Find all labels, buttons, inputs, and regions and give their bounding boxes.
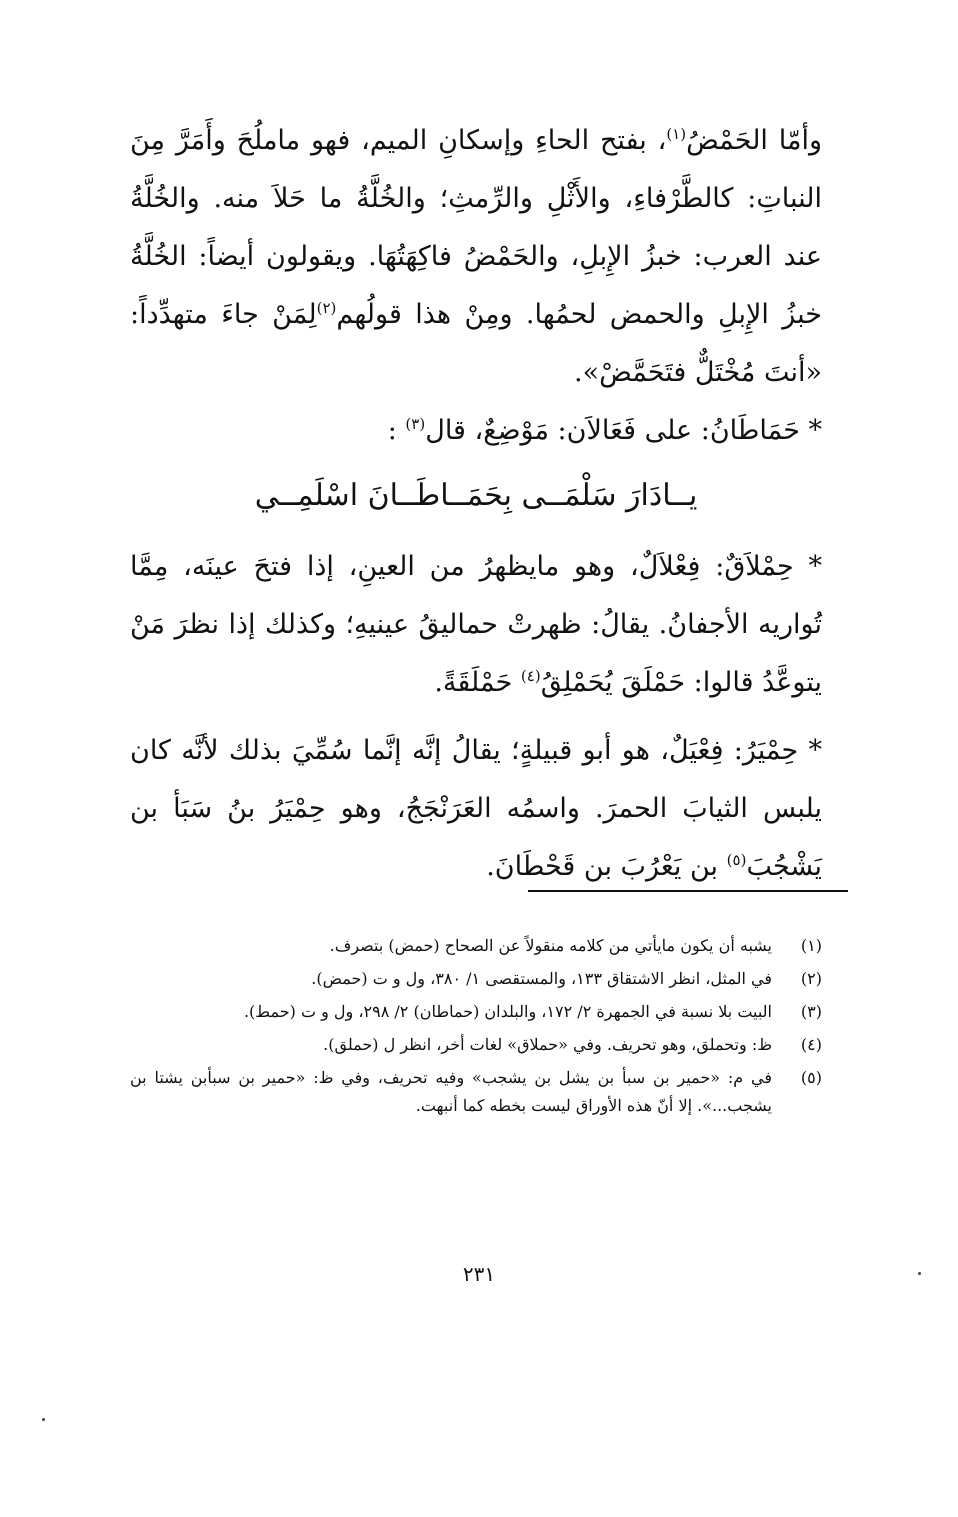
- footnote-ref-5: (٥): [726, 851, 747, 869]
- footnote-text: في م: «حمير بن سبأ بن يشل بن يشجب» وفيه تحريف، وفي ظ: «حمير بن سبأبن يشتا بن يشجب...». إلا أنّ هذه الأوراق ليست بخطه كما أنبهت.: [130, 1068, 772, 1115]
- entry-himlaq: [130, 538, 822, 712]
- text-run: بن يَعْرُبَ بن قَحْطَانَ.: [486, 851, 719, 882]
- footnote-4: [130, 1031, 822, 1059]
- text-run: حَمْلَقَةً.: [434, 667, 513, 698]
- footnote-divider: [528, 890, 848, 892]
- entry-himyar: [130, 722, 822, 896]
- paragraph-hamd: [130, 112, 822, 402]
- entry-hamatan: [130, 402, 822, 460]
- footnote-2: [130, 965, 822, 993]
- footnote-ref-1: (١): [666, 125, 687, 143]
- footnote-text: يشبه أن يكون مايأتي من كلامه منقولاً عن الصحاح (حمض) بتصرف.: [329, 936, 772, 955]
- footnote-number: (٣): [800, 1002, 822, 1021]
- text-run: وأمّا الحَمْضُ: [686, 125, 823, 156]
- text-run: :: [387, 415, 397, 446]
- footnote-number: (٢): [800, 969, 822, 988]
- footnote-number: (١): [800, 936, 822, 955]
- text-run: * حَمَاطَانُ: على فَعَالاَن: مَوْضِعٌ، قال: [425, 415, 822, 446]
- footnote-number: (٥): [800, 1068, 822, 1087]
- scan-speck: [918, 1272, 921, 1275]
- text-run: ، بفتح الحاءِ وإسكانِ الميم، فهو ماملُحَ وأَمَرَّ مِنَ النباتِ: كالطَّرْفاءِ، والأَثْلِ والرِّمثِ؛ والخُلَّةُ ما حَلاَ منه. والخُلَّةُ عند العرب: خبزُ الإِبلِ، والحَمْضُ فاكِهَتُهَا. ويقولون أيضاً: الخُلَّةُ خبزُ الإِبلِ والحمض لحمُها. ومِنْ هذا قولُهم: [130, 125, 822, 330]
- text-run: * حِمْلاَقٌ: فِعْلاَلٌ، وهو مايظهرُ من العينِ، إذا فتحَ عينَه، مِمَّا تُواريه الأجفانُ. يقالُ: ظهرتْ حماليقُ عينيهِ؛ وكذلك إذا نظرَ مَنْ يتوعَّدُ قالوا: حَمْلَقَ يُحَمْلِقُ: [130, 551, 822, 698]
- text-run: لِمَنْ جاءَ متهدِّداً: «أنتَ مُخْتَلٌّ فتَحَمَّضْ».: [130, 299, 822, 388]
- footnote-number: (٤): [800, 1035, 822, 1054]
- footnote-1: [130, 932, 822, 960]
- page-number: ٢٣١: [462, 1262, 496, 1286]
- scan-speck: [42, 1418, 45, 1421]
- footnote-ref-4: (٤): [520, 667, 541, 685]
- footnote-text: ظ: وتحملق، وهو تحريف. وفي «حملاق» لغات أخر، انظر ل (حملق).: [323, 1035, 772, 1054]
- poetry-verse: يــادَارَ سَلْمَــى بِحَمَــاطَــانَ اسْلَمِــي: [254, 478, 698, 513]
- main-text: [130, 112, 822, 896]
- footnote-ref-3: (٣): [405, 415, 426, 433]
- footnote-5: [130, 1064, 822, 1120]
- text-run: * حِمْيَرُ: فِعْيَلٌ، هو أبو قبيلةٍ؛ يقالُ إنَّه إنَّما سُمِّيَ بذلك لأنَّه كان يلبس الثيابَ الحمرَ. واسمُه العَرَنْجَجُ، وهو حِمْيَرُ بنُ سَبَأ بن يَشْجُبَ: [130, 735, 822, 882]
- footnote-3: [130, 998, 822, 1026]
- footnotes: [130, 932, 822, 1125]
- footnote-ref-2: (٢): [316, 299, 337, 317]
- footnote-text: في المثل، انظر الاشتقاق ١٣٣، والمستقصى ١/ ٣٨٠، ول و ت (حمض).: [311, 969, 772, 988]
- footnote-text: البيت بلا نسبة في الجمهرة ٢/ ١٧٢، والبلدان (حماطان) ٢/ ٢٩٨، ول و ت (حمط).: [243, 1002, 772, 1021]
